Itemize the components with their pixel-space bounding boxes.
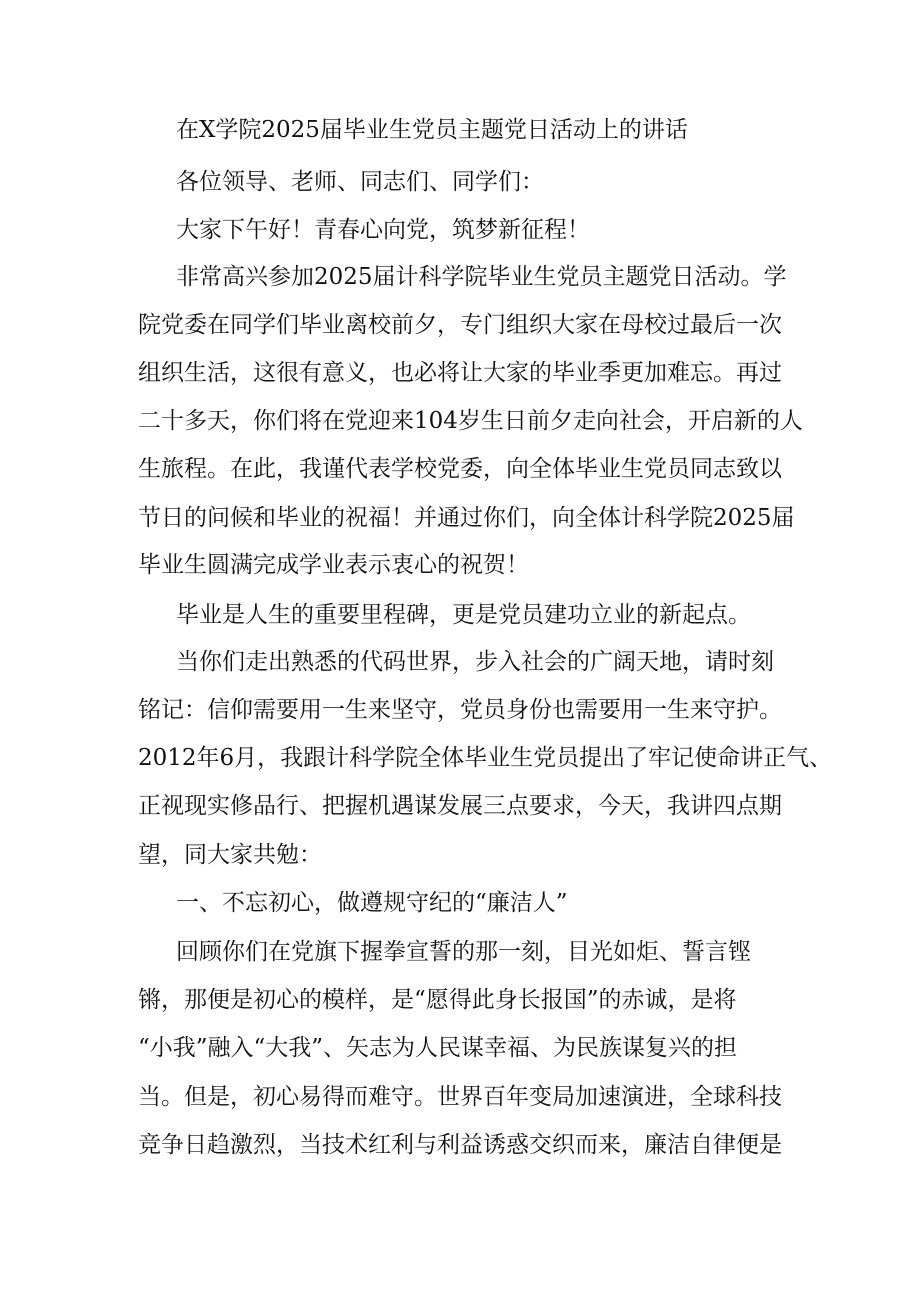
paragraph-line: 当。但是，初心易得而难守。世界百年变局加速演进，全球科技 <box>138 1084 782 1110</box>
paragraph-line: 竞争日趋激烈，当技术红利与利益诱惑交织而来，廉洁自律便是 <box>138 1132 782 1158</box>
paragraph-line: 望，同大家共勉： <box>138 842 322 868</box>
paragraph-line: 二十多天，你们将在党迎来104岁生日前夕走向社会，开启新的人 <box>138 408 803 434</box>
paragraph-line: 生旅程。在此，我谨代表学校党委，向全体毕业生党员同志致以 <box>138 456 782 482</box>
paragraph-line: 节日的问候和毕业的祝福！并通过你们，向全体计科学院2025届 <box>138 505 795 531</box>
paragraph-line: 非常高兴参加2025届计科学院毕业生党员主题党日活动。学 <box>176 264 787 290</box>
paragraph-line: 正视现实修品行、把握机遇谋发展三点要求，今天，我讲四点期 <box>138 793 782 819</box>
document-title: 在X学院2025届毕业生党员主题党日活动上的讲话 <box>176 117 688 143</box>
paragraph-line: “小我”融入“大我”、矢志为人民谋幸福、为民族谋复兴的担 <box>138 1035 738 1061</box>
paragraph-line: 当你们走出熟悉的代码世界，步入社会的广阔天地，请时刻 <box>176 649 774 675</box>
paragraph-line: 院党委在同学们毕业离校前夕，专门组织大家在母校过最后一次 <box>138 312 782 338</box>
paragraph-line: 锵，那便是初心的模样，是“愿得此身长报国”的赤诚，是将 <box>138 987 737 1013</box>
paragraph-line: 铭记：信仰需要用一生来坚守，党员身份也需要用一生来守护。 <box>138 697 782 723</box>
paragraph-line: 毕业生圆满完成学业表示衷心的祝贺！ <box>138 552 529 578</box>
paragraph-line: 组织生活，这很有意义，也必将让大家的毕业季更加难忘。再过 <box>138 360 782 386</box>
paragraph-2: 毕业是人生的重要里程碑，更是党员建功立业的新起点。 <box>176 602 751 628</box>
section-heading-1: 一、不忘初心，做遵规守纪的“廉洁人” <box>176 890 568 916</box>
paragraph-line: 2012年6月，我跟计科学院全体毕业生党员提出了牢记使命讲正气、 <box>138 745 833 771</box>
paragraph-line: 回顾你们在党旗下握拳宣誓的那一刻，目光如炬、誓言铿 <box>176 939 751 965</box>
greeting: 大家下午好！青春心向党，筑梦新征程！ <box>176 217 590 243</box>
salutation: 各位领导、老师、同志们、同学们： <box>176 169 544 195</box>
